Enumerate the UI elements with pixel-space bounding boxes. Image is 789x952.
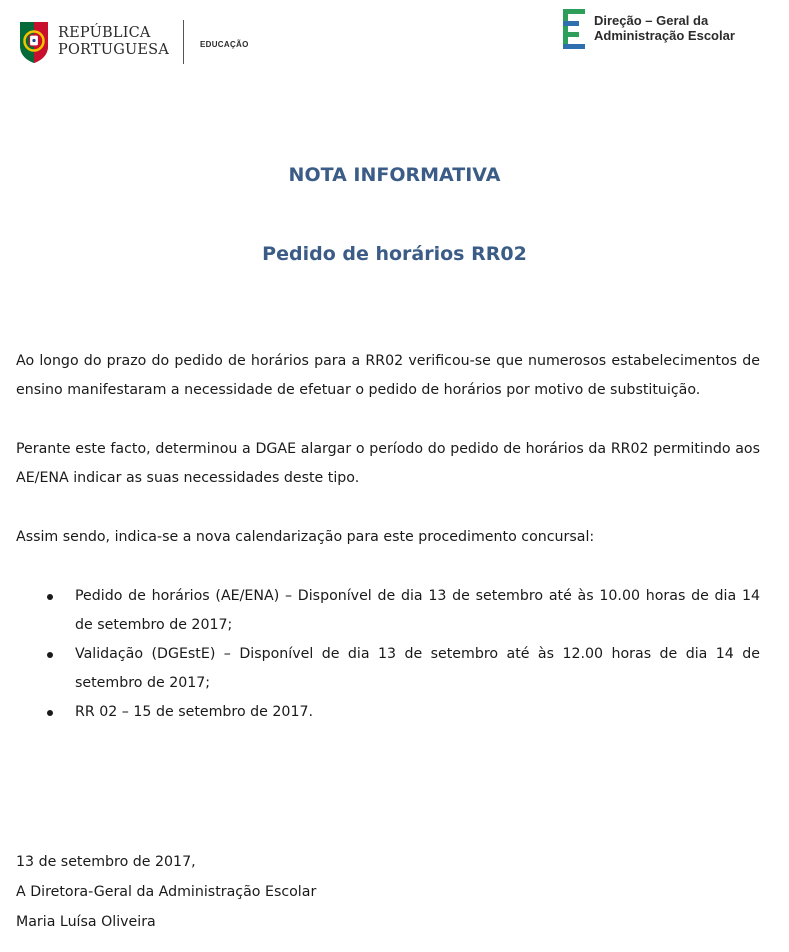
dgae-name-line2: Administração Escolar	[594, 28, 735, 43]
schedule-list	[16, 582, 760, 727]
bullet-icon	[47, 710, 53, 716]
bullet-icon	[47, 594, 53, 600]
dgae-logo-icon	[563, 9, 585, 49]
signature-date: 13 de setembro de 2017,	[16, 854, 196, 870]
republica-label: REPÚBLICA	[58, 25, 151, 41]
document-subtitle: Pedido de horários RR02	[262, 243, 527, 265]
bullet-icon	[47, 652, 53, 658]
list-item-text: RR 02 – 15 de setembro de 2017.	[75, 704, 314, 720]
list-item-text: Pedido de horários (AE/ENA) – Disponível de dia 13 de setembro até às 10.00 horas de dia 14 de setembro de 2017;	[75, 588, 760, 633]
dgae-logo	[563, 9, 735, 49]
government-logo	[18, 18, 249, 66]
signature-name: Maria Luísa Oliveira	[16, 914, 156, 930]
portugal-crest-icon	[18, 20, 50, 64]
document-title: NOTA INFORMATIVA	[288, 164, 501, 186]
portuguesa-label: PORTUGUESA	[58, 42, 169, 58]
signature-role: A Diretora-Geral da Administração Escolar	[16, 884, 317, 900]
list-item	[16, 582, 760, 640]
list-item	[16, 640, 760, 698]
republica-portuguesa-text	[58, 25, 169, 59]
dgae-name	[594, 13, 735, 43]
list-item	[16, 698, 760, 727]
ministry-label: EDUCAÇÃO	[200, 39, 249, 49]
signature-block	[16, 847, 316, 937]
dgae-name-line1: Direção – Geral da	[594, 13, 709, 28]
paragraph: Ao longo do prazo do pedido de horários para a RR02 verificou-se que numerosos estabelecimentos de ensino manifestaram a necessidade de efetuar o pedido de horários por motivo de substituição.	[16, 353, 760, 398]
list-item-text: Validação (DGEstE) – Disponível de dia 13 de setembro até às 12.00 horas de dia 14 de setembro de 2017;	[75, 646, 760, 691]
header-divider	[183, 20, 184, 64]
paragraph: Perante este facto, determinou a DGAE alargar o período do pedido de horários da RR02 permitindo aos AE/ENA indicar as suas necessidades deste tipo.	[16, 441, 760, 486]
paragraph: Assim sendo, indica-se a nova calendarização para este procedimento concursal:	[16, 529, 595, 545]
